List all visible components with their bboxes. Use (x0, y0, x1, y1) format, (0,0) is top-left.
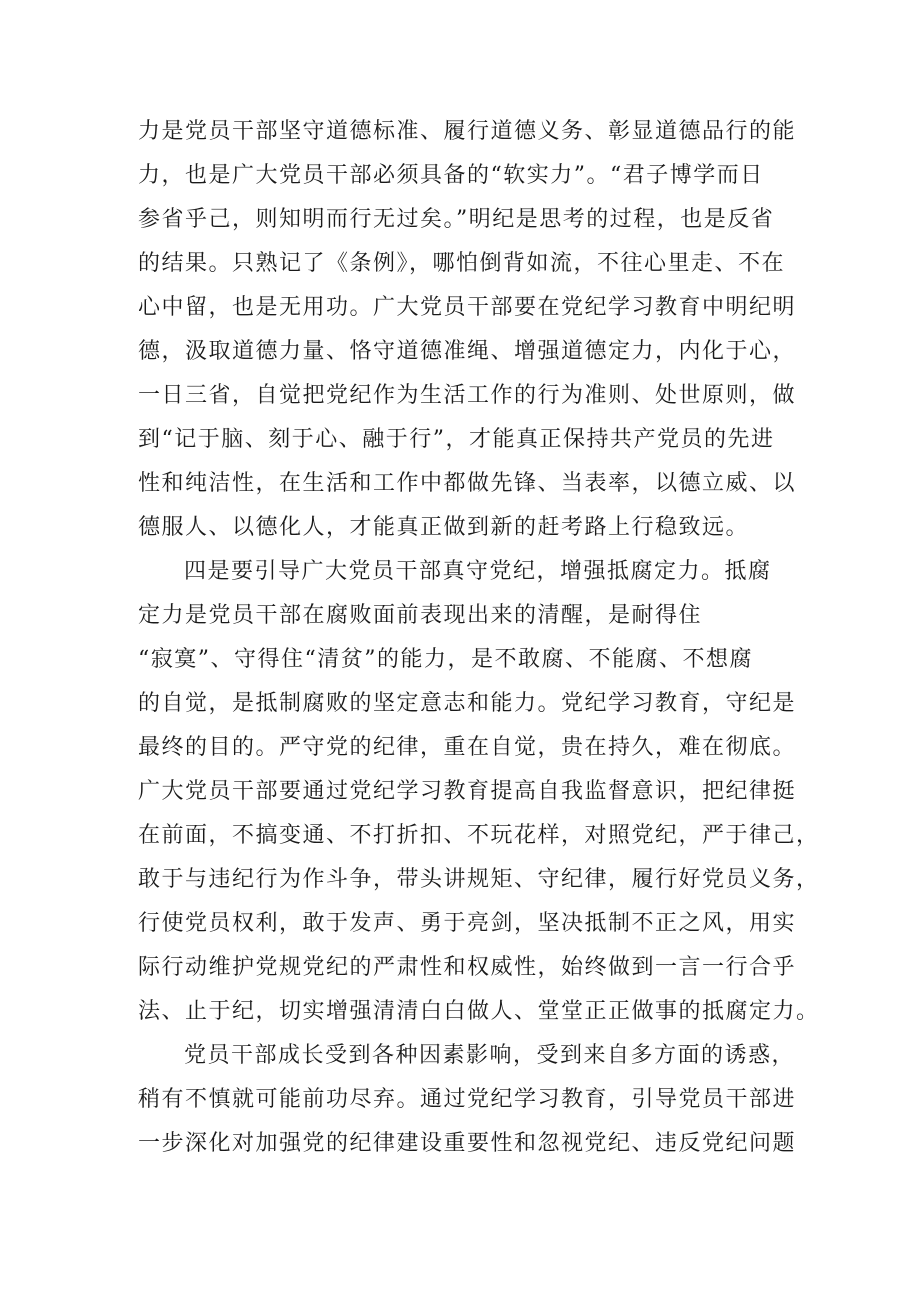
paragraph-start-line: 党员干部成长受到各种因素影响，受到来自多方面的诱惑， (184, 1043, 796, 1068)
text-line: “寂寞”、守得住“清贫”的能力，是不敢腐、不能腐、不想腐 (138, 647, 753, 672)
text-line: 敢于与违纪行为作斗争，带头讲规矩、守纪律，履行好党员义务， (138, 867, 820, 892)
text-line: 力是党员干部坚守道德标准、履行道德义务、彰显道德品行的能 (138, 119, 797, 144)
text-line: 在前面，不搞变通、不打折扣、不玩花样，对照党纪，严于律己， (138, 823, 820, 848)
text-line: 的自觉，是抵制腐败的坚定意志和能力。党纪学习教育，守纪是 (138, 691, 797, 716)
text-line: 广大党员干部要通过党纪学习教育提高自我监督意识，把纪律挺 (138, 779, 797, 804)
text-line: 德，汲取道德力量、恪守道德准绳、增强道德定力，内化于心， (138, 339, 797, 364)
text-line: 际行动维护党规党纪的严肃性和权威性，始终做到一言一行合乎 (138, 955, 797, 980)
text-line: 德服人、以德化人，才能真正做到新的赶考路上行稳致远。 (138, 515, 750, 540)
body-text (138, 110, 820, 1166)
text-line: 最终的目的。严守党的纪律，重在自觉，贵在持久，难在彻底。 (138, 735, 797, 760)
text-line: 法、止于纪，切实增强清清白白做人、堂堂正正做事的抵腐定力。 (138, 999, 820, 1024)
text-line: 力，也是广大党员干部必须具备的“软实力”。“君子博学而日 (138, 163, 764, 188)
text-line: 心中留，也是无用功。广大党员干部要在党纪学习教育中明纪明 (138, 295, 797, 320)
paragraph-start-line: 四是要引导广大党员干部真守党纪，增强抵腐定力。抵腐 (184, 559, 772, 584)
text-line: 定力是党员干部在腐败面前表现出来的清醒，是耐得住 (138, 603, 703, 628)
text-line: 一步深化对加强党的纪律建设重要性和忽视党纪、违反党纪问题 (138, 1131, 797, 1156)
text-line: 参省乎己，则知明而行无过矣。”明纪是思考的过程，也是反省 (138, 207, 775, 232)
text-line: 稍有不慎就可能前功尽弃。通过党纪学习教育，引导党员干部进 (138, 1087, 797, 1112)
text-line: 性和纯洁性，在生活和工作中都做先锋、当表率，以德立威、以 (138, 471, 797, 496)
text-line: 的结果。只熟记了《条例》，哪怕倒背如流，不往心里走、不在 (138, 251, 786, 276)
text-line: 一日三省，自觉把党纪作为生活工作的行为准则、处世原则，做 (138, 383, 797, 408)
text-line: 到“记于脑、刻于心、融于行”，才能真正保持共产党员的先进 (138, 427, 775, 452)
text-line: 行使党员权利，敢于发声、勇于亮剑，坚决抵制不正之风，用实 (138, 911, 797, 936)
